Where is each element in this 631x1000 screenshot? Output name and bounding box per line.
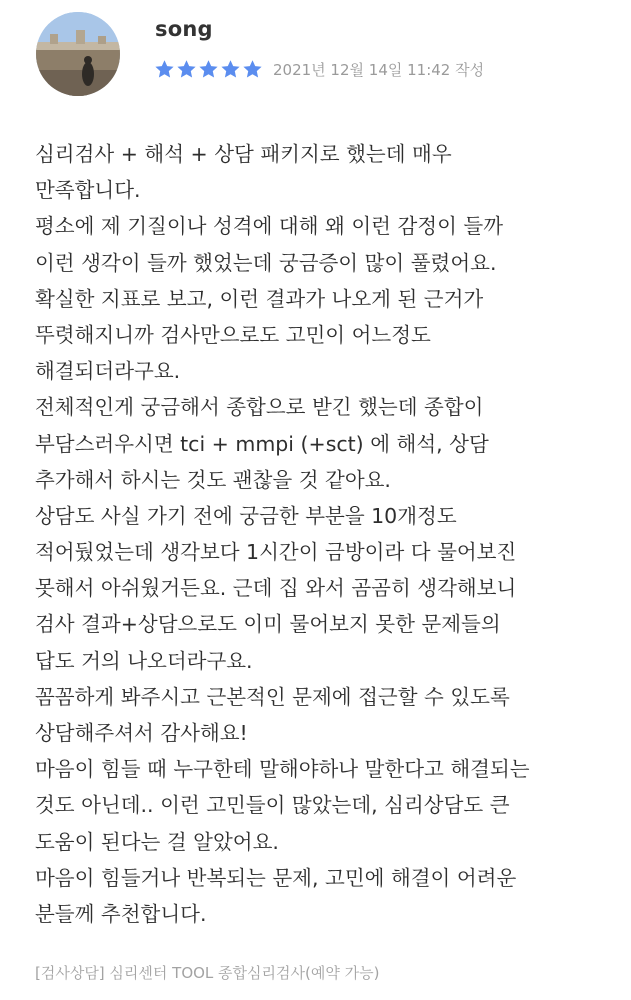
rating-row: [154, 58, 484, 80]
review-body: [35, 136, 620, 932]
product-option: [검사상담] 심리센터 TOOL 종합심리검사(예약 가능): [35, 964, 380, 982]
reviewer-name[interactable]: song: [155, 17, 213, 41]
review-line: 뚜렷해지니까 검사만으로도 고민이 어느정도: [35, 322, 431, 347]
review-line: 전체적인게 궁금해서 종합으로 받긴 했는데 종합이: [35, 395, 484, 420]
star-icon: [198, 59, 219, 80]
review-line: 못해서 아쉬웠거든요. 근데 집 와서 곰곰히 생각해보니: [35, 576, 517, 601]
review-line: 확실한 지표로 보고, 이런 결과가 나오게 된 근거가: [35, 286, 484, 311]
review-line: 검사 결과+상담으로도 이미 물어보지 못한 문제들의: [35, 612, 501, 637]
review-date: 2021년 12월 14일 11:42 작성: [273, 60, 485, 79]
star-icon: [154, 59, 175, 80]
review-line: 적어뒀었는데 생각보다 1시간이 금방이라 다 물어보진: [35, 540, 517, 565]
review-line: 것도 아닌데.. 이런 고민들이 많았는데, 심리상담도 큰: [35, 793, 510, 818]
review-header: [0, 0, 631, 110]
review-line: 답도 거의 나오더라구요.: [35, 648, 253, 673]
review-line: 만족합니다.: [35, 178, 141, 203]
avatar-photo: [36, 12, 120, 96]
review-line: 해결되더라구요.: [35, 359, 181, 384]
review-line: 마음이 힘들 때 누구한테 말해야하나 말한다고 해결되는: [35, 757, 530, 782]
review-line: 평소에 제 기질이나 성격에 대해 왜 이런 감정이 들까: [35, 214, 503, 239]
review-line: 이런 생각이 들까 했었는데 궁금증이 많이 풀렸어요.: [35, 250, 497, 275]
review-line: 상담해주셔서 감사해요!: [35, 721, 248, 745]
review-line: 꼼꼼하게 봐주시고 근본적인 문제에 접근할 수 있도록: [35, 684, 510, 709]
review-line: 분들께 추천합니다.: [35, 901, 207, 926]
review-line: 마음이 힘들거나 반복되는 문제, 고민에 해결이 어려운: [35, 865, 517, 890]
review-line: 추가해서 하시는 것도 괜찮을 것 같아요.: [35, 467, 391, 492]
avatar[interactable]: [36, 12, 120, 96]
review-line: 상담도 사실 가기 전에 궁금한 부분을 10개정도: [35, 503, 457, 528]
review-line: 심리검사 + 해석 + 상담 패키지로 했는데 매우: [35, 142, 452, 166]
star-icon: [242, 59, 263, 80]
review-line: 부담스러우시면 tci + mmpi (+sct) 에 해석, 상담: [35, 431, 489, 456]
star-rating: [154, 59, 263, 80]
star-icon: [176, 59, 197, 80]
star-icon: [220, 59, 241, 80]
review-line: 도움이 된다는 걸 알았어요.: [35, 829, 279, 854]
